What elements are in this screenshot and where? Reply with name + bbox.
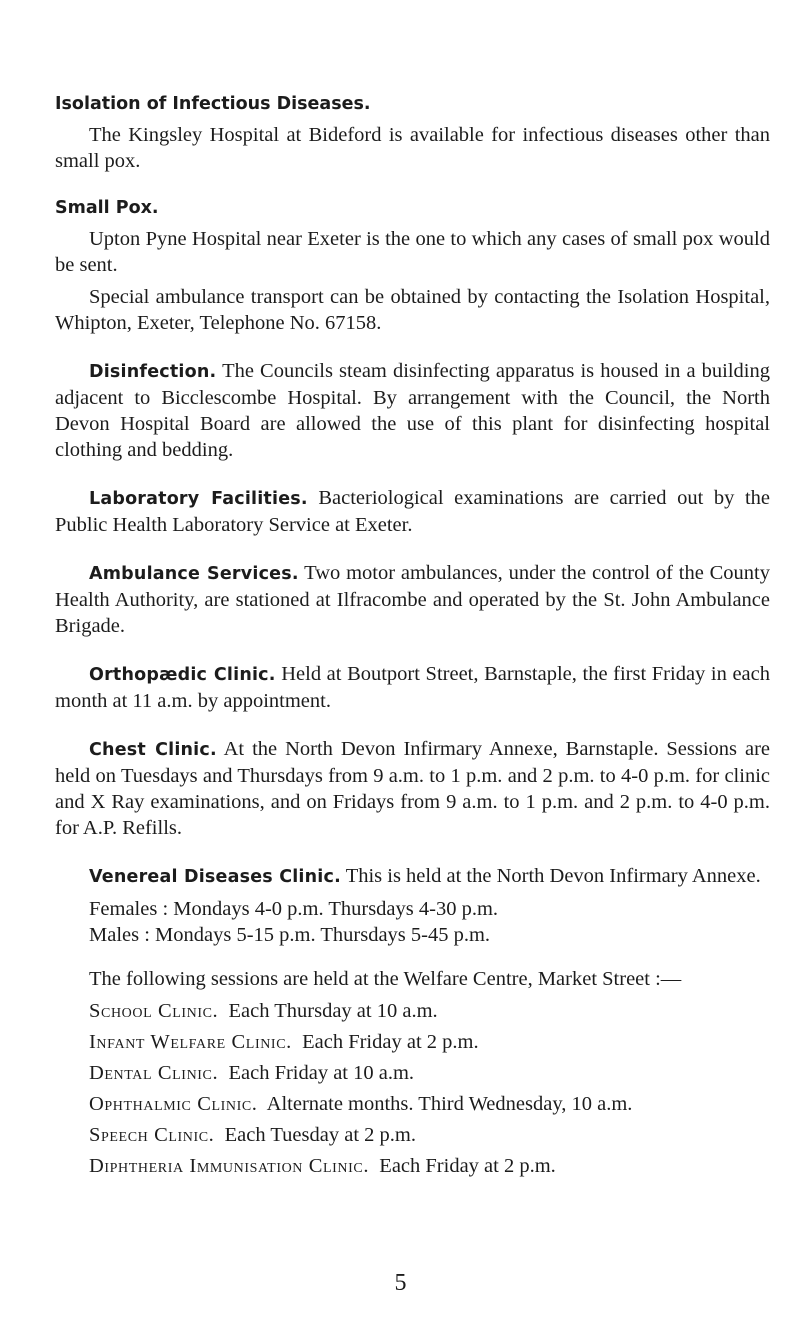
welfare-intro: The following sessions are held at the Welfare Centre, Market Street :— <box>89 968 682 990</box>
clinic-detail: Each Friday at 2 p.m. <box>302 1031 479 1053</box>
clinic-item <box>55 1091 770 1117</box>
vd-females-times: Females : Mondays 4-0 p.m. Thursdays 4-30 p.m. <box>89 898 499 920</box>
section-orthopaedic <box>55 661 770 714</box>
vd-males-times: Males : Mondays 5-15 p.m. Thursdays 5-45 p.m. <box>89 924 491 946</box>
section-body: Upton Pyne Hospital near Exeter is the one to which any cases of small pox would be sent. <box>55 228 770 276</box>
clinic-item <box>55 998 770 1024</box>
clinic-name: School Clinic. <box>89 1000 219 1022</box>
section-welfare-centre <box>55 966 770 1179</box>
clinic-name: Speech Clinic. <box>89 1124 215 1146</box>
clinic-name: Infant Welfare Clinic. <box>89 1031 292 1053</box>
clinic-item <box>55 1153 770 1179</box>
clinic-detail: Each Friday at 10 a.m. <box>228 1062 415 1084</box>
clinic-item <box>55 1029 770 1055</box>
clinic-detail: Each Friday at 2 p.m. <box>379 1155 556 1177</box>
clinic-name: Dental Clinic. <box>89 1062 219 1084</box>
section-heading: Disinfection. <box>89 362 217 382</box>
section-heading: Venereal Diseases Clinic. <box>89 867 341 887</box>
section-body: Special ambulance transport can be obtained by contacting the Isolation Hospital, Whipton, Exeter, Telephone No. 67158. <box>55 286 770 334</box>
document-page <box>55 92 770 1184</box>
clinic-name: Ophthalmic Clinic. <box>89 1093 258 1115</box>
clinic-item <box>55 1122 770 1148</box>
section-body: Bacteriological examinations are carried out by the Public Health Laboratory Service at Exeter. <box>55 487 770 536</box>
section-smallpox <box>55 196 770 336</box>
section-heading: Small Pox. <box>55 198 159 218</box>
section-body: The Kingsley Hospital at Bideford is available for infectious diseases other than small pox. <box>55 124 770 172</box>
section-heading: Ambulance Services. <box>89 564 299 584</box>
page-number: 5 <box>394 1270 407 1296</box>
section-heading: Chest Clinic. <box>89 740 217 760</box>
section-isolation <box>55 92 770 174</box>
section-body: At the North Devon Infirmary Annexe, Barnstaple. Sessions are held on Tuesdays and Thursdays from 9 a.m. to 1 p.m. and 2 p.m. to 4-0 p.m. for clinic and X Ray examinations, and on Fridays from 9 a.m. to 1 p.m. and 2 p.m. to 4-0 p.m. for A.P. Refills. <box>55 738 770 839</box>
clinic-detail: Each Thursday at 10 a.m. <box>228 1000 438 1022</box>
section-heading: Isolation of Infectious Diseases. <box>55 94 371 114</box>
clinic-name: Diphtheria Immunisation Clinic. <box>89 1155 370 1177</box>
section-disinfection <box>55 358 770 463</box>
section-body: Held at Boutport Street, Barnstaple, the first Friday in each month at 11 a.m. by appointment. <box>55 663 770 712</box>
section-laboratory <box>55 485 770 538</box>
clinic-item <box>55 1060 770 1086</box>
section-ambulance <box>55 560 770 639</box>
section-body: Two motor ambulances, under the control of the County Health Authority, are stationed at Ilfracombe and operated by the St. John Ambulance Brigade. <box>55 562 770 637</box>
section-body: This is held at the North Devon Infirmary Annexe. <box>345 865 761 887</box>
section-body: The Councils steam disinfecting apparatus is housed in a building adjacent to Bicclescombe Hospital. By arrangement with the Council, the North Devon Hospital Board are allowed the use of this plant for disinfecting hospital clothing and bedding. <box>55 360 770 461</box>
section-venereal <box>55 863 770 948</box>
section-heading: Orthopædic Clinic. <box>89 665 276 685</box>
section-heading: Laboratory Facilities. <box>89 489 308 509</box>
clinic-detail: Each Tuesday at 2 p.m. <box>224 1124 416 1146</box>
clinic-detail: Alternate months. Third Wednesday, 10 a.m. <box>266 1093 633 1115</box>
section-chest <box>55 736 770 841</box>
